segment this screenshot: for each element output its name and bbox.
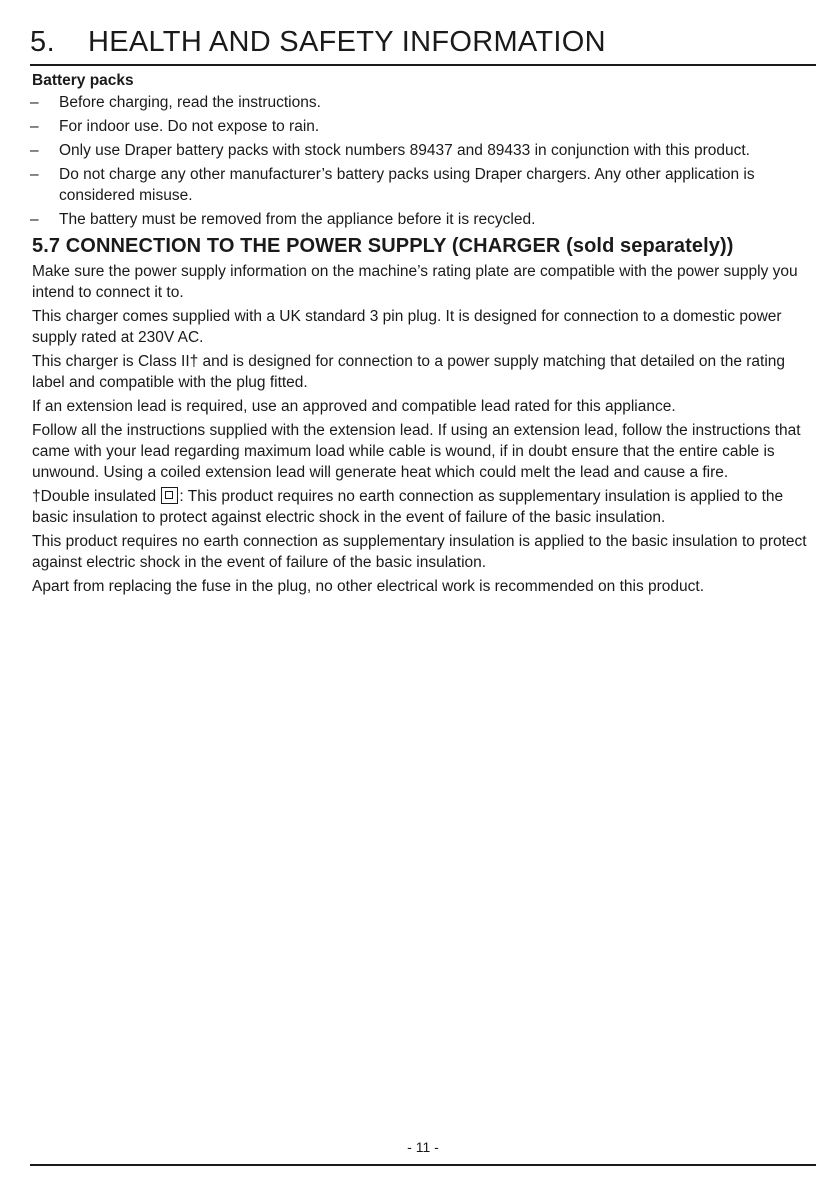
list-item [32, 92, 816, 113]
list-item [32, 209, 816, 230]
list-item [32, 140, 816, 161]
paragraph: Apart from replacing the fuse in the plug, no other electrical work is recommended on this product. [32, 578, 705, 595]
battery-packs-heading: Battery packs [32, 72, 134, 89]
dash-bullet: – [30, 211, 39, 228]
double-insulated-text: : This product requires no earth connection as supplementary insulation is applied to the basic insulation to protect against electric shock in the event of failure of the basic insulation. [32, 488, 784, 526]
paragraph: This charger comes supplied with a UK standard 3 pin plug. It is designed for connection to a domestic power supply rated at 230V AC. [32, 308, 782, 346]
list-item-text: For indoor use. Do not expose to rain. [59, 118, 320, 135]
section-heading: 5.7 CONNECTION TO THE POWER SUPPLY (CHARGER (sold separately)) [32, 235, 734, 257]
list-item [32, 116, 816, 137]
list-item-text: Do not charge any other manufacturer’s battery packs using Draper chargers. Any other application is considered misuse. [59, 166, 755, 204]
paragraph: Follow all the instructions supplied with the extension lead. If using an extension lead, follow the instructions that came with your lead regarding maximum load while cable is wound, if in doubt ensure that the entire cable is unwound. Using a coiled extension lead will generate heat which could melt the lead and cause a fire. [32, 422, 801, 481]
list-item-text: Only use Draper battery packs with stock numbers 89437 and 89433 in conjunction with this product. [59, 142, 750, 159]
chapter-title: HEALTH AND SAFETY INFORMATION [88, 26, 606, 58]
chapter-number: 5. [30, 26, 56, 58]
page-content [32, 70, 816, 600]
dash-bullet: – [30, 118, 39, 135]
paragraph: If an extension lead is required, use an approved and compatible lead rated for this appliance. [32, 398, 676, 415]
dash-bullet: – [30, 94, 39, 111]
paragraph: Make sure the power supply information on the machine’s rating plate are compatible with the power supply you intend to connect it to. [32, 263, 798, 301]
dash-bullet: – [30, 166, 39, 183]
battery-packs-list [32, 92, 816, 230]
page-header [30, 24, 816, 66]
double-insulated-paragraph [32, 486, 816, 528]
paragraph: This product requires no earth connection as supplementary insulation is applied to the basic insulation to protect against electric shock in the event of failure of the basic insulation. [32, 533, 807, 571]
double-insulated-label: †Double insulated [32, 488, 157, 505]
list-item [32, 164, 816, 206]
page-footer [30, 1130, 816, 1166]
double-insulated-icon [161, 487, 178, 504]
list-item-text: Before charging, read the instructions. [59, 94, 321, 111]
dash-bullet: – [30, 142, 39, 159]
paragraph: This charger is Class II† and is designed for connection to a power supply matching that detailed on the rating label and compatible with the plug fitted. [32, 353, 786, 391]
page-number: - 11 - [407, 1139, 439, 1155]
list-item-text: The battery must be removed from the appliance before it is recycled. [59, 211, 536, 228]
